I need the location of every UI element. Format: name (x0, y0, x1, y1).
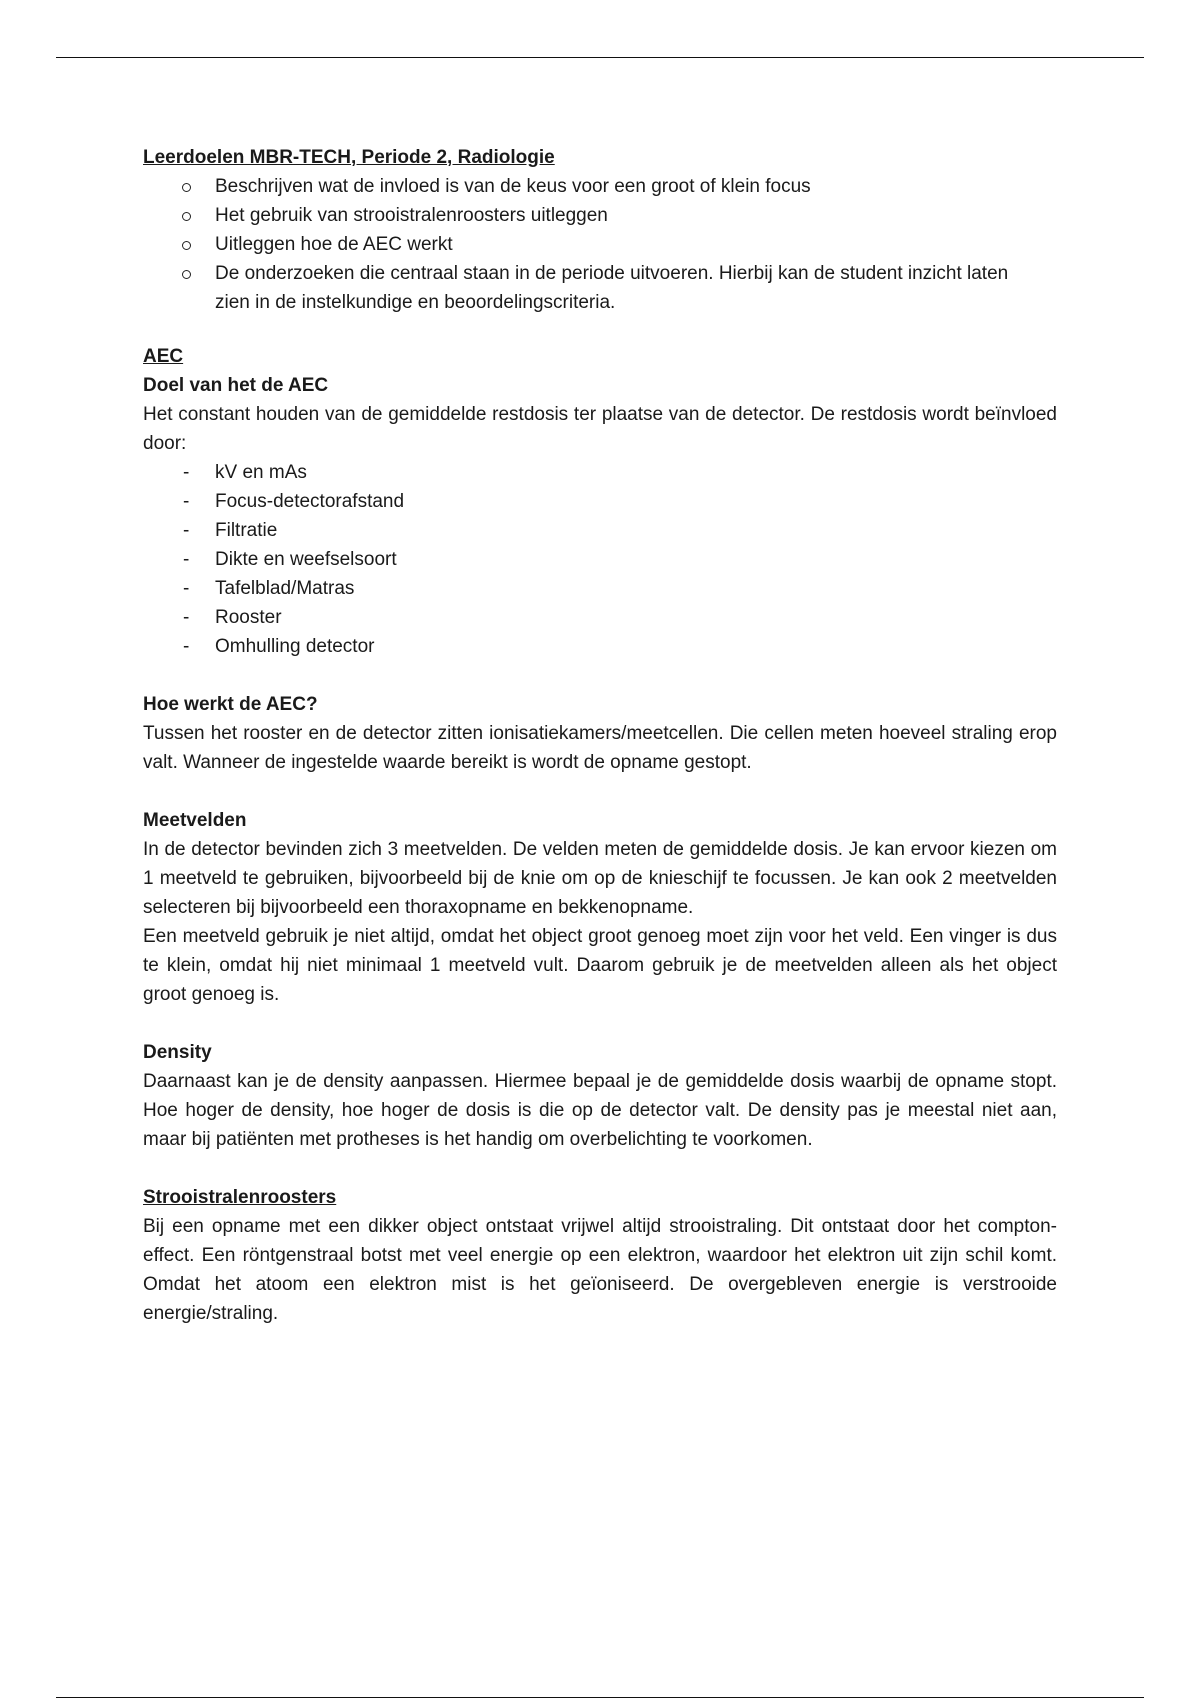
circle-bullet-icon (182, 212, 191, 221)
list-item: - Rooster (143, 603, 1057, 632)
list-item: - Omhulling detector (143, 632, 1057, 661)
document-body (143, 143, 1057, 1328)
dash-bullet-icon: - (183, 636, 190, 657)
how-text: Tussen het rooster en de detector zitten ionisatiekamers/meetcellen. Die cellen meten hoeveel straling erop valt. Wanneer de ingestelde waarde bereikt is wordt de opname gestopt. (143, 723, 1057, 773)
list-item: Uitleggen hoe de AEC werkt (143, 230, 1057, 259)
fields-text-1: In de detector bevinden zich 3 meetvelden. De velden meten de gemiddelde dosis. Je kan ervoor kiezen om 1 meetveld te gebruiken, bijvoorbeeld bij de knie om op de knieschijf te focussen. Je kan ook 2 meetvelden selecteren bij bijvoorbeeld een thoraxopname en bekkenopname. (143, 839, 1057, 918)
circle-bullet-icon (182, 270, 191, 279)
fields-heading: Meetvelden (143, 810, 247, 831)
aec-heading: AEC (143, 346, 184, 367)
how-heading: Hoe werkt de AEC? (143, 694, 318, 715)
header-rule (56, 57, 1144, 58)
dash-bullet-icon: - (183, 607, 190, 628)
list-item: - kV en mAs (143, 458, 1057, 487)
fields-text-2: Een meetveld gebruik je niet altijd, omdat het object groot genoeg moet zijn voor het veld. Een vinger is dus te klein, omdat hij niet minimaal 1 meetveld vult. Daarom gebruik je de meetvelden alleen als het object groot genoeg is. (143, 926, 1057, 1005)
circle-bullet-icon (182, 241, 191, 250)
list-item: - Tafelblad/Matras (143, 574, 1057, 603)
dash-bullet-icon: - (183, 520, 190, 541)
aec-subheading: Doel van het de AEC (143, 375, 329, 396)
objectives-heading: Leerdoelen MBR-TECH, Periode 2, Radiologie (143, 147, 555, 168)
list-item: Beschrijven wat de invloed is van de keus voor een groot of klein focus (143, 172, 1057, 201)
list-item: Het gebruik van strooistralenroosters uitleggen (143, 201, 1057, 230)
objectives-list (143, 172, 1057, 317)
list-item: - Focus-detectorafstand (143, 487, 1057, 516)
density-text: Daarnaast kan je de density aanpassen. Hiermee bepaal je de gemiddelde dosis waarbij de opname stopt. Hoe hoger de density, hoe hoger de dosis is die op de detector valt. De density pas je meestal niet aan, maar bij patiënten met protheses is het handig om overbelichting te voorkomen. (143, 1071, 1057, 1150)
dash-bullet-icon: - (183, 491, 190, 512)
dash-bullet-icon: - (183, 578, 190, 599)
aec-intro: Het constant houden van de gemiddelde restdosis ter plaatse van de detector. De restdosis wordt beïnvloed door: (143, 404, 1057, 454)
list-item: - Dikte en weefselsoort (143, 545, 1057, 574)
aec-factors-list (143, 458, 1057, 661)
list-item: - Filtratie (143, 516, 1057, 545)
dash-bullet-icon: - (183, 549, 190, 570)
list-item: De onderzoeken die centraal staan in de periode uitvoeren. Hierbij kan de student inzicht laten zien in de instelkundige en beoordelingscriteria. (143, 259, 1057, 317)
dash-bullet-icon: - (183, 462, 190, 483)
density-heading: Density (143, 1042, 212, 1063)
footer-rule (56, 1697, 1144, 1698)
grids-text: Bij een opname met een dikker object ontstaat vrijwel altijd strooistraling. Dit ontstaat door het compton-effect. Een röntgenstraal botst met veel energie op een elektron, waardoor het elektron uit zijn schil komt. Omdat het atoom een elektron mist is het geïoniseerd. De overgebleven energie is verstrooide energie/straling. (143, 1216, 1057, 1324)
grids-heading: Strooistralenroosters (143, 1187, 337, 1208)
circle-bullet-icon (182, 183, 191, 192)
